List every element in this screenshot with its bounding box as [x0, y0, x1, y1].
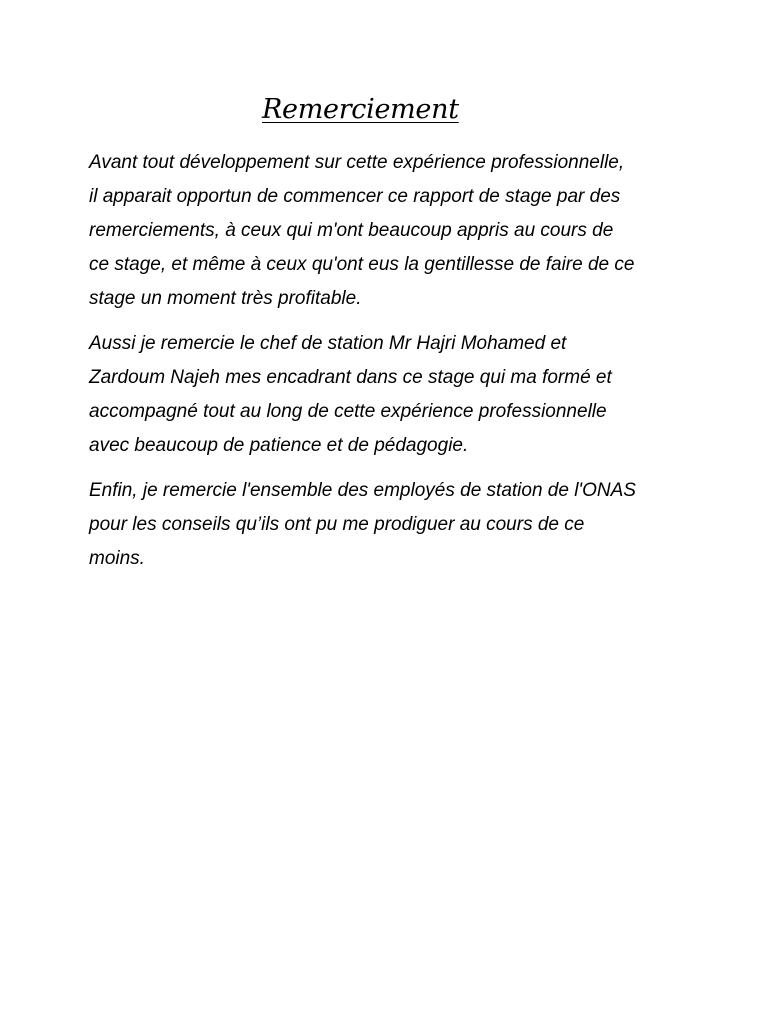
page-title: Remerciement: [262, 94, 459, 125]
body-text: [89, 146, 689, 587]
text-line: accompagné tout au long de cette expérience professionnelle: [89, 401, 607, 422]
text-line: Aussi je remercie le chef de station Mr Hajri Mohamed et: [89, 333, 567, 354]
paragraph-1: [89, 146, 689, 316]
text-line: moins.: [89, 548, 145, 569]
paragraph-2: [89, 327, 689, 463]
text-line: ce stage, et même à ceux qu'ont eus la gentillesse de faire de ce: [89, 254, 635, 275]
text-line: Zardoum Najeh mes encadrant dans ce stage qui ma formé et: [89, 367, 612, 388]
text-line: remerciements, à ceux qui m'ont beaucoup appris au cours de: [89, 220, 614, 241]
paragraph-3: [89, 474, 689, 576]
text-line: stage un moment très profitable.: [89, 288, 362, 309]
text-line: Enfin, je remercie l'ensemble des employés de station de l'ONAS: [89, 480, 636, 501]
text-line: Avant tout développement sur cette expérience professionnelle,: [89, 152, 625, 173]
text-line: pour les conseils qu’ils ont pu me prodiguer au cours de ce: [89, 514, 585, 535]
text-line: il apparait opportun de commencer ce rapport de stage par des: [89, 186, 621, 207]
text-line: avec beaucoup de patience et de pédagogie.: [89, 435, 469, 456]
